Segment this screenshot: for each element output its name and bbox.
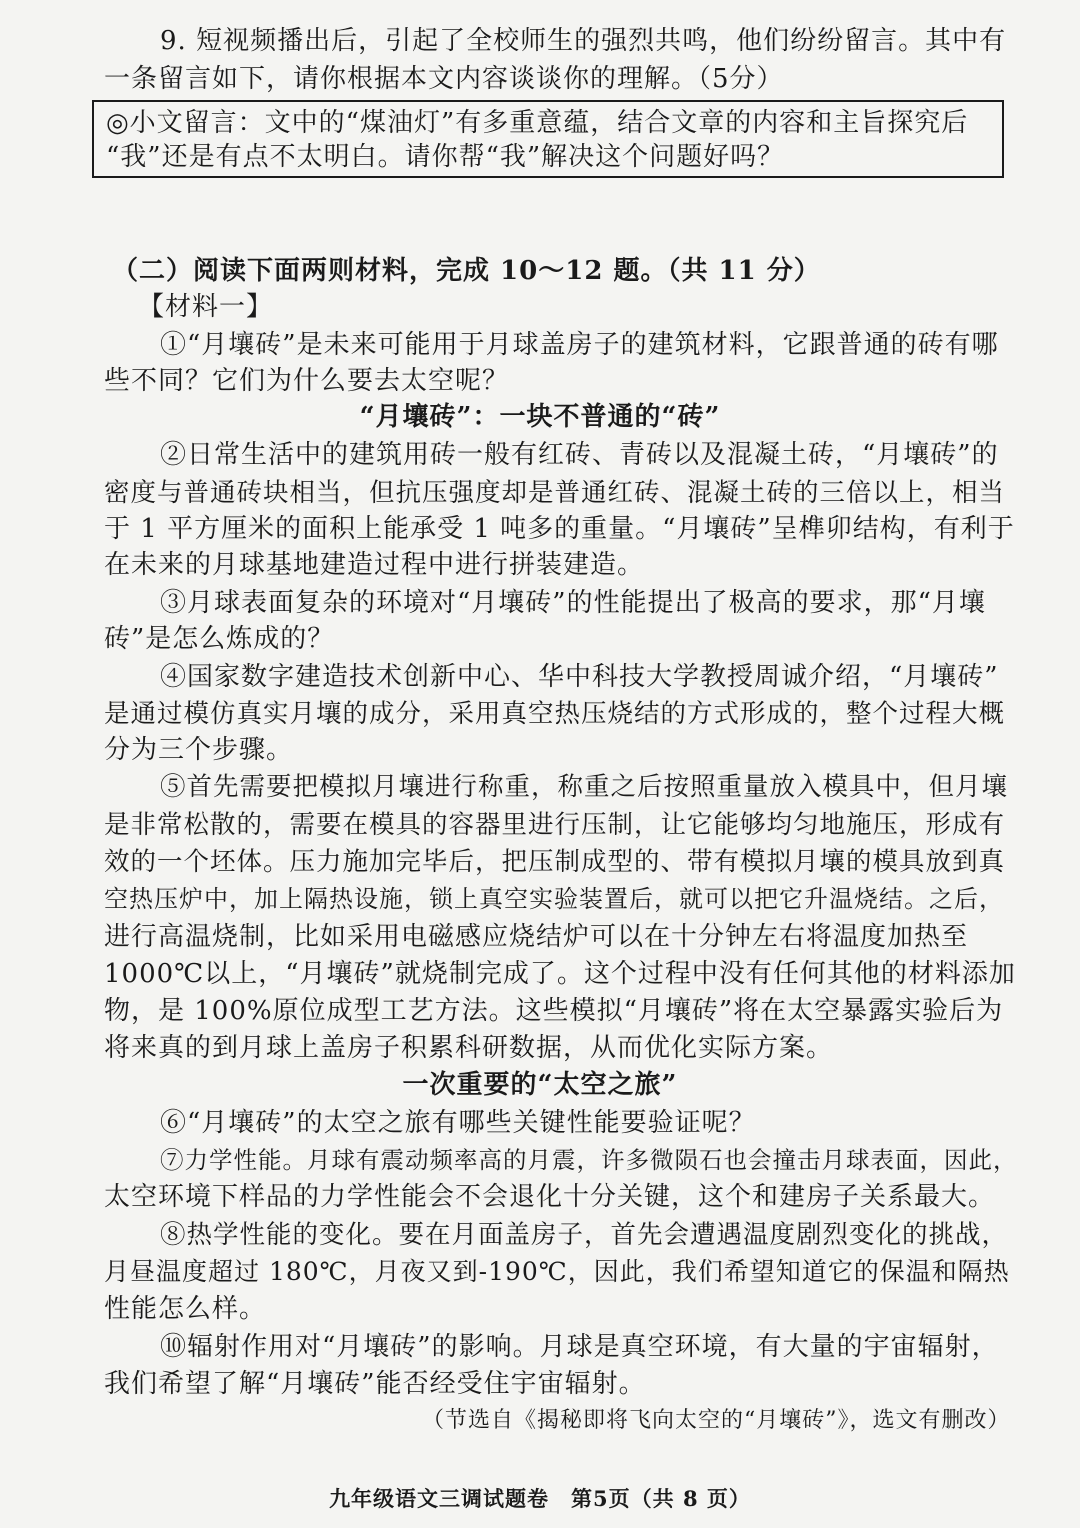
paragraph-5-line: 效的一个坯体。压力施加完毕后，把压制成型的、带有模拟月壤的模具放到真 xyxy=(104,847,1006,877)
question9-line2: 一条留言如下，请你根据本文内容谈谈你的理解。（5分） xyxy=(104,64,784,94)
paragraph-2-line: 于 1 平方厘米的面积上能承受 1 吨多的重量。“月壤砖”呈榫卯结构，有利于 xyxy=(104,514,1015,544)
subtitle-2: 一次重要的“太空之旅” xyxy=(402,1070,678,1100)
paragraph-8-line: 性能怎么样。 xyxy=(104,1294,267,1324)
material1-label: 【材料一】 xyxy=(138,292,274,322)
paragraph-3-line: 砖”是怎么炼成的？ xyxy=(104,624,335,654)
paragraph-7-line: 太空环境下样品的力学性能会不会退化十分关键，这个和建房子关系最大。 xyxy=(104,1182,996,1212)
paragraph-8-line: 月昼温度超过 180℃，月夜又到-190℃，因此，我们希望知道它的保温和隔热 xyxy=(104,1257,1010,1286)
paragraph-2-line: 密度与普通砖块相当，但抗压强度却是普通红砖、混凝土砖的三倍以上，相当 xyxy=(104,478,1006,508)
comment-line2: “我”还是有点不太明白。请你帮“我”解决这个问题好吗？ xyxy=(106,142,785,172)
paragraph-5-line: ⑤首先需要把模拟月壤进行称重，称重之后按照重量放入模具中，但月壤 xyxy=(160,772,1009,802)
paragraph-1-line: 些不同？它们为什么要去太空呢？ xyxy=(104,366,510,396)
paragraph-7-line: ⑦力学性能。月球有震动频率高的月震，许多微陨石也会撞击月球表面，因此， xyxy=(160,1146,1018,1174)
paragraph-5-line: 物，是 100%原位成型工艺方法。这些模拟“月壤砖”将在太空暴露实验后为 xyxy=(104,996,1004,1026)
paragraph-8-line: ⑧热学性能的变化。要在月面盖房子，首先会遭遇温度剧烈变化的挑战， xyxy=(160,1220,1009,1250)
paragraph-5-line: 是非常松散的，需要在模具的容器里进行压制，让它能够均匀地施压，形成有 xyxy=(104,810,1006,840)
page-footer: 九年级语文三调试题卷 第5页（共 8 页） xyxy=(329,1486,751,1511)
subtitle-1: “月壤砖”：一块不普通的“砖” xyxy=(359,402,721,432)
paragraph-4-line: ④国家数字建造技术创新中心、华中科技大学教授周诚介绍，“月壤砖” xyxy=(160,662,999,692)
paragraph-1-line: ①“月壤砖”是未来可能用于月球盖房子的建筑材料，它跟普通的砖有哪 xyxy=(160,330,999,360)
paragraph-3-line: ③月球表面复杂的环境对“月壤砖”的性能提出了极高的要求，那“月壤 xyxy=(160,588,986,618)
paragraph-2-line: 在未来的月球基地建造过程中进行拼装建造。 xyxy=(104,550,645,580)
section2-title: （二）阅读下面两则材料，完成 10～12 题。（共 11 分） xyxy=(112,256,821,286)
comment-line1: ◎小文留言：文中的“煤油灯”有多重意蕴，结合文章的内容和主旨探究后 xyxy=(106,108,969,138)
paragraph-4-line: 是通过模仿真实月壤的成分，采用真空热压烧结的方式形成的，整个过程大概 xyxy=(104,699,1006,729)
source-citation: （节选自《揭秘即将飞向太空的“月壤砖”》，选文有删改） xyxy=(422,1408,1011,1433)
paragraph-10-line: 我们希望了解“月壤砖”能否经受住宇宙辐射。 xyxy=(104,1369,646,1399)
paragraph-5-line: 空热压炉中，加上隔热设施，锁上真空实验装置后，就可以把它升温烧结。之后， xyxy=(104,885,1004,913)
paragraph-5-line: 将来真的到月球上盖房子积累科研数据，从而优化实际方案。 xyxy=(104,1033,834,1063)
paragraph-2-line: ②日常生活中的建筑用砖一般有红砖、青砖以及混凝土砖，“月壤砖”的 xyxy=(160,440,999,470)
paragraph-5-line: 进行高温烧制，比如采用电磁感应烧结炉可以在十分钟左右将温度加热至 xyxy=(104,922,969,952)
paragraph-10-line: ⑩辐射作用对“月壤砖”的影响。月球是真空环境，有大量的宇宙辐射， xyxy=(160,1332,999,1362)
question9-line1: 9. 短视频播出后，引起了全校师生的强烈共鸣，他们纷纷留言。其中有 xyxy=(160,26,1007,56)
paragraph-5-line: 1000℃以上，“月壤砖”就烧制完成了。这个过程中没有任何其他的材料添加 xyxy=(104,959,1016,989)
paragraph-4-line: 分为三个步骤。 xyxy=(104,735,294,765)
paragraph-6-line: ⑥“月壤砖”的太空之旅有哪些关键性能要验证呢？ xyxy=(160,1108,756,1138)
